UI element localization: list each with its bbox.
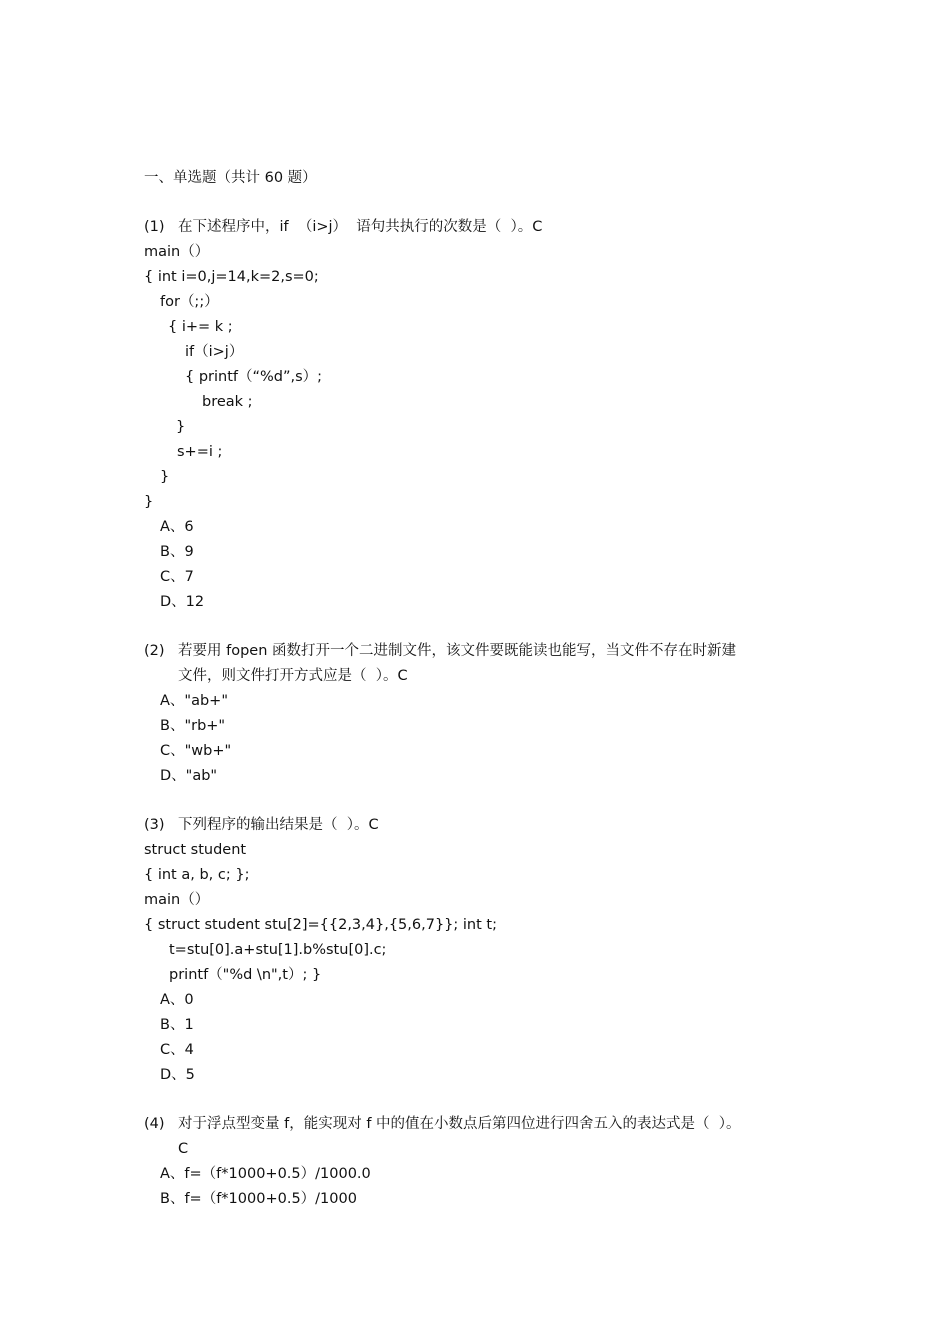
code-line: s+=i ; (177, 444, 223, 460)
option-a: A、f=（f*1000+0.5）/1000.0 (160, 1166, 371, 1182)
option-c: C、"wb+" (160, 743, 232, 759)
code-line: struct student (144, 842, 247, 858)
option-c: C、7 (160, 569, 194, 585)
code-line: break ; (202, 394, 253, 410)
code-line: for（;;） (160, 294, 219, 310)
question-number: (4) (144, 1116, 165, 1132)
option-b: B、"rb+" (160, 718, 226, 734)
question-text: 对于浮点型变量 f，能实现对 f 中的值在小数点后第四位进行四舍五入的表达式是（ ）。 (178, 1116, 741, 1132)
option-d: D、12 (160, 594, 205, 610)
option-c: C、4 (160, 1042, 194, 1058)
option-a: A、"ab+" (160, 693, 228, 709)
option-b: B、9 (160, 544, 194, 560)
question-text: 下列程序的输出结果是（ ）。C (178, 817, 379, 833)
code-line: main（） (144, 892, 210, 908)
option-b: B、f=（f*1000+0.5）/1000 (160, 1191, 357, 1207)
option-b: B、1 (160, 1017, 194, 1033)
code-line: if（i>j） (185, 344, 244, 360)
question-text-continued: 文件，则文件打开方式应是（ ）。C (178, 668, 408, 684)
code-line: } (160, 469, 170, 485)
option-a: A、0 (160, 992, 194, 1008)
section-title: 一、单选题（共计 60 题） (144, 170, 317, 186)
question-number: (2) (144, 643, 165, 659)
question-text-continued: C (178, 1141, 189, 1157)
code-line: { i+= k ; (168, 319, 233, 335)
question-text: 若要用 fopen 函数打开一个二进制文件，该文件要既能读也能写，当文件不存在时新建 (178, 643, 737, 659)
question-number: (1) (144, 219, 165, 235)
code-line: { struct student stu[2]={{2,3,4},{5,6,7}}; int t; (144, 917, 497, 933)
code-line: { printf（“%d”,s）; (185, 369, 323, 385)
question-text: 在下述程序中，if （i>j） 语句共执行的次数是（ ）。C (178, 219, 543, 235)
code-line: main（） (144, 244, 210, 260)
code-line: { int a, b, c; }; (144, 867, 250, 883)
code-line: { int i=0,j=14,k=2,s=0; (144, 269, 319, 285)
option-a: A、6 (160, 519, 194, 535)
option-d: D、5 (160, 1067, 195, 1083)
code-line: t=stu[0].a+stu[1].b%stu[0].c; (169, 942, 387, 958)
code-line: } (144, 494, 154, 510)
code-line: printf（"%d \n",t）; } (169, 967, 322, 983)
question-number: (3) (144, 817, 165, 833)
code-line: } (176, 419, 186, 435)
option-d: D、"ab" (160, 768, 218, 784)
